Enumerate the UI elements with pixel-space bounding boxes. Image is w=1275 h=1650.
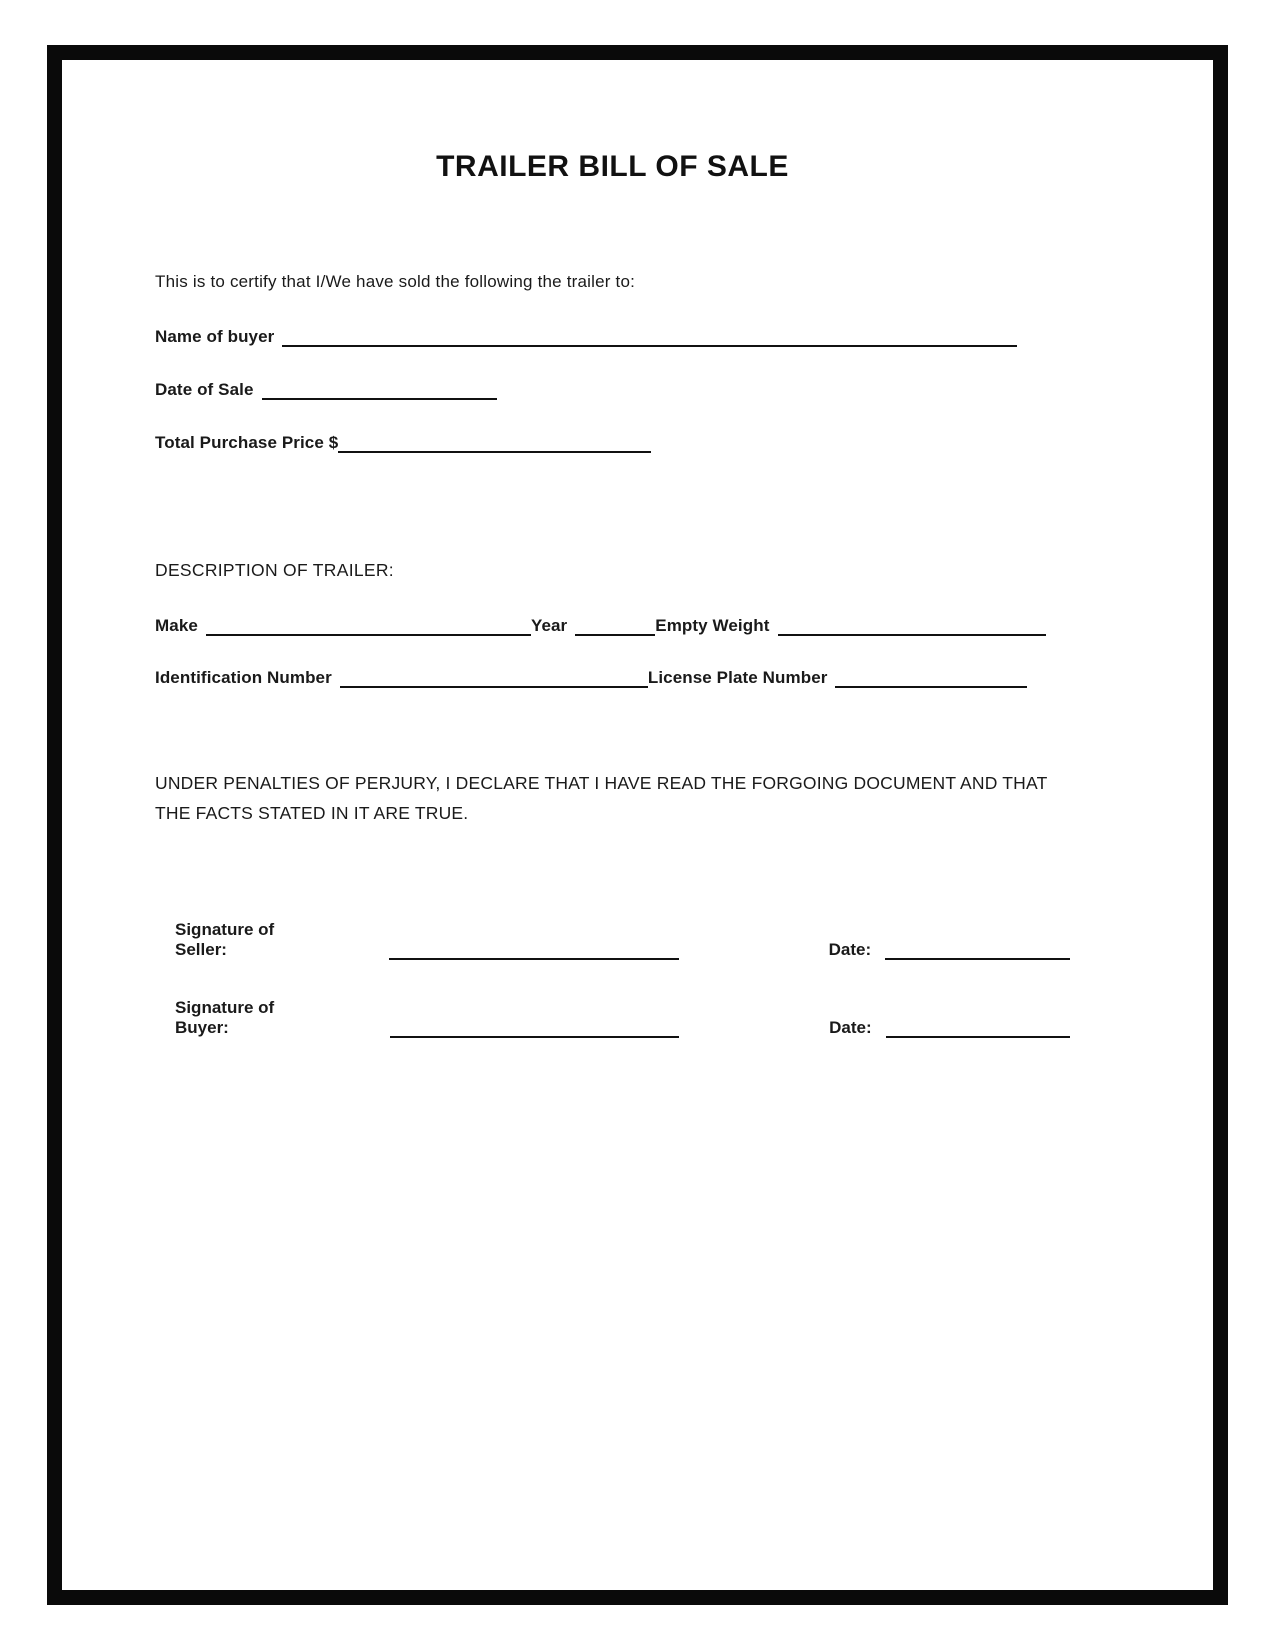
empty-weight-label: Empty Weight — [655, 616, 770, 635]
total-purchase-price-label: Total Purchase Price $ — [155, 433, 339, 452]
buyer-signature-blank-line — [390, 1016, 679, 1038]
description-heading: DESCRIPTION OF TRAILER: — [155, 560, 394, 580]
identification-number-label: Identification Number — [155, 668, 332, 687]
date-of-sale-label: Date of Sale — [155, 380, 254, 399]
seller-signature-row — [175, 920, 1070, 960]
total-purchase-price-blank-line — [338, 431, 651, 453]
perjury-declaration-text: UNDER PENALTIES OF PERJURY, I DECLARE THAT I HAVE READ THE FORGOING DOCUMENT AND THAT THE FACTS STATED IN IT ARE TRUE. — [155, 773, 1048, 824]
license-plate-number-blank-line — [835, 666, 1027, 688]
make-label: Make — [155, 616, 198, 635]
buyer-signature-row — [175, 998, 1070, 1038]
identification-number-blank-line — [340, 666, 648, 688]
seller-date-blank-line — [885, 938, 1070, 960]
date-of-sale-row — [155, 378, 1070, 400]
buyer-date-label: Date: — [829, 1018, 872, 1038]
year-label: Year — [530, 616, 568, 635]
year-blank-line — [575, 614, 655, 636]
name-of-buyer-blank-line — [282, 325, 1017, 347]
document-content — [155, 0, 1070, 1038]
seller-signature-blank-line — [389, 938, 679, 960]
total-purchase-price-row — [155, 431, 1070, 453]
seller-date-label: Date: — [828, 940, 872, 960]
id-plate-row — [155, 666, 1070, 688]
make-blank-line — [206, 614, 531, 636]
name-of-buyer-label: Name of buyer — [155, 327, 275, 346]
intro-text: This is to certify that I/We have sold the following the trailer to: — [155, 272, 636, 291]
name-of-buyer-row — [155, 325, 1070, 347]
signature-of-seller-label: Signature of Seller: — [175, 920, 275, 960]
make-year-weight-row — [155, 614, 1070, 636]
signature-of-buyer-label: Signature of Buyer: — [175, 998, 275, 1038]
empty-weight-blank-line — [778, 614, 1046, 636]
date-of-sale-blank-line — [262, 378, 497, 400]
license-plate-number-label: License Plate Number — [647, 668, 828, 687]
buyer-date-blank-line — [886, 1016, 1070, 1038]
document-title: TRAILER BILL OF SALE — [436, 150, 789, 183]
